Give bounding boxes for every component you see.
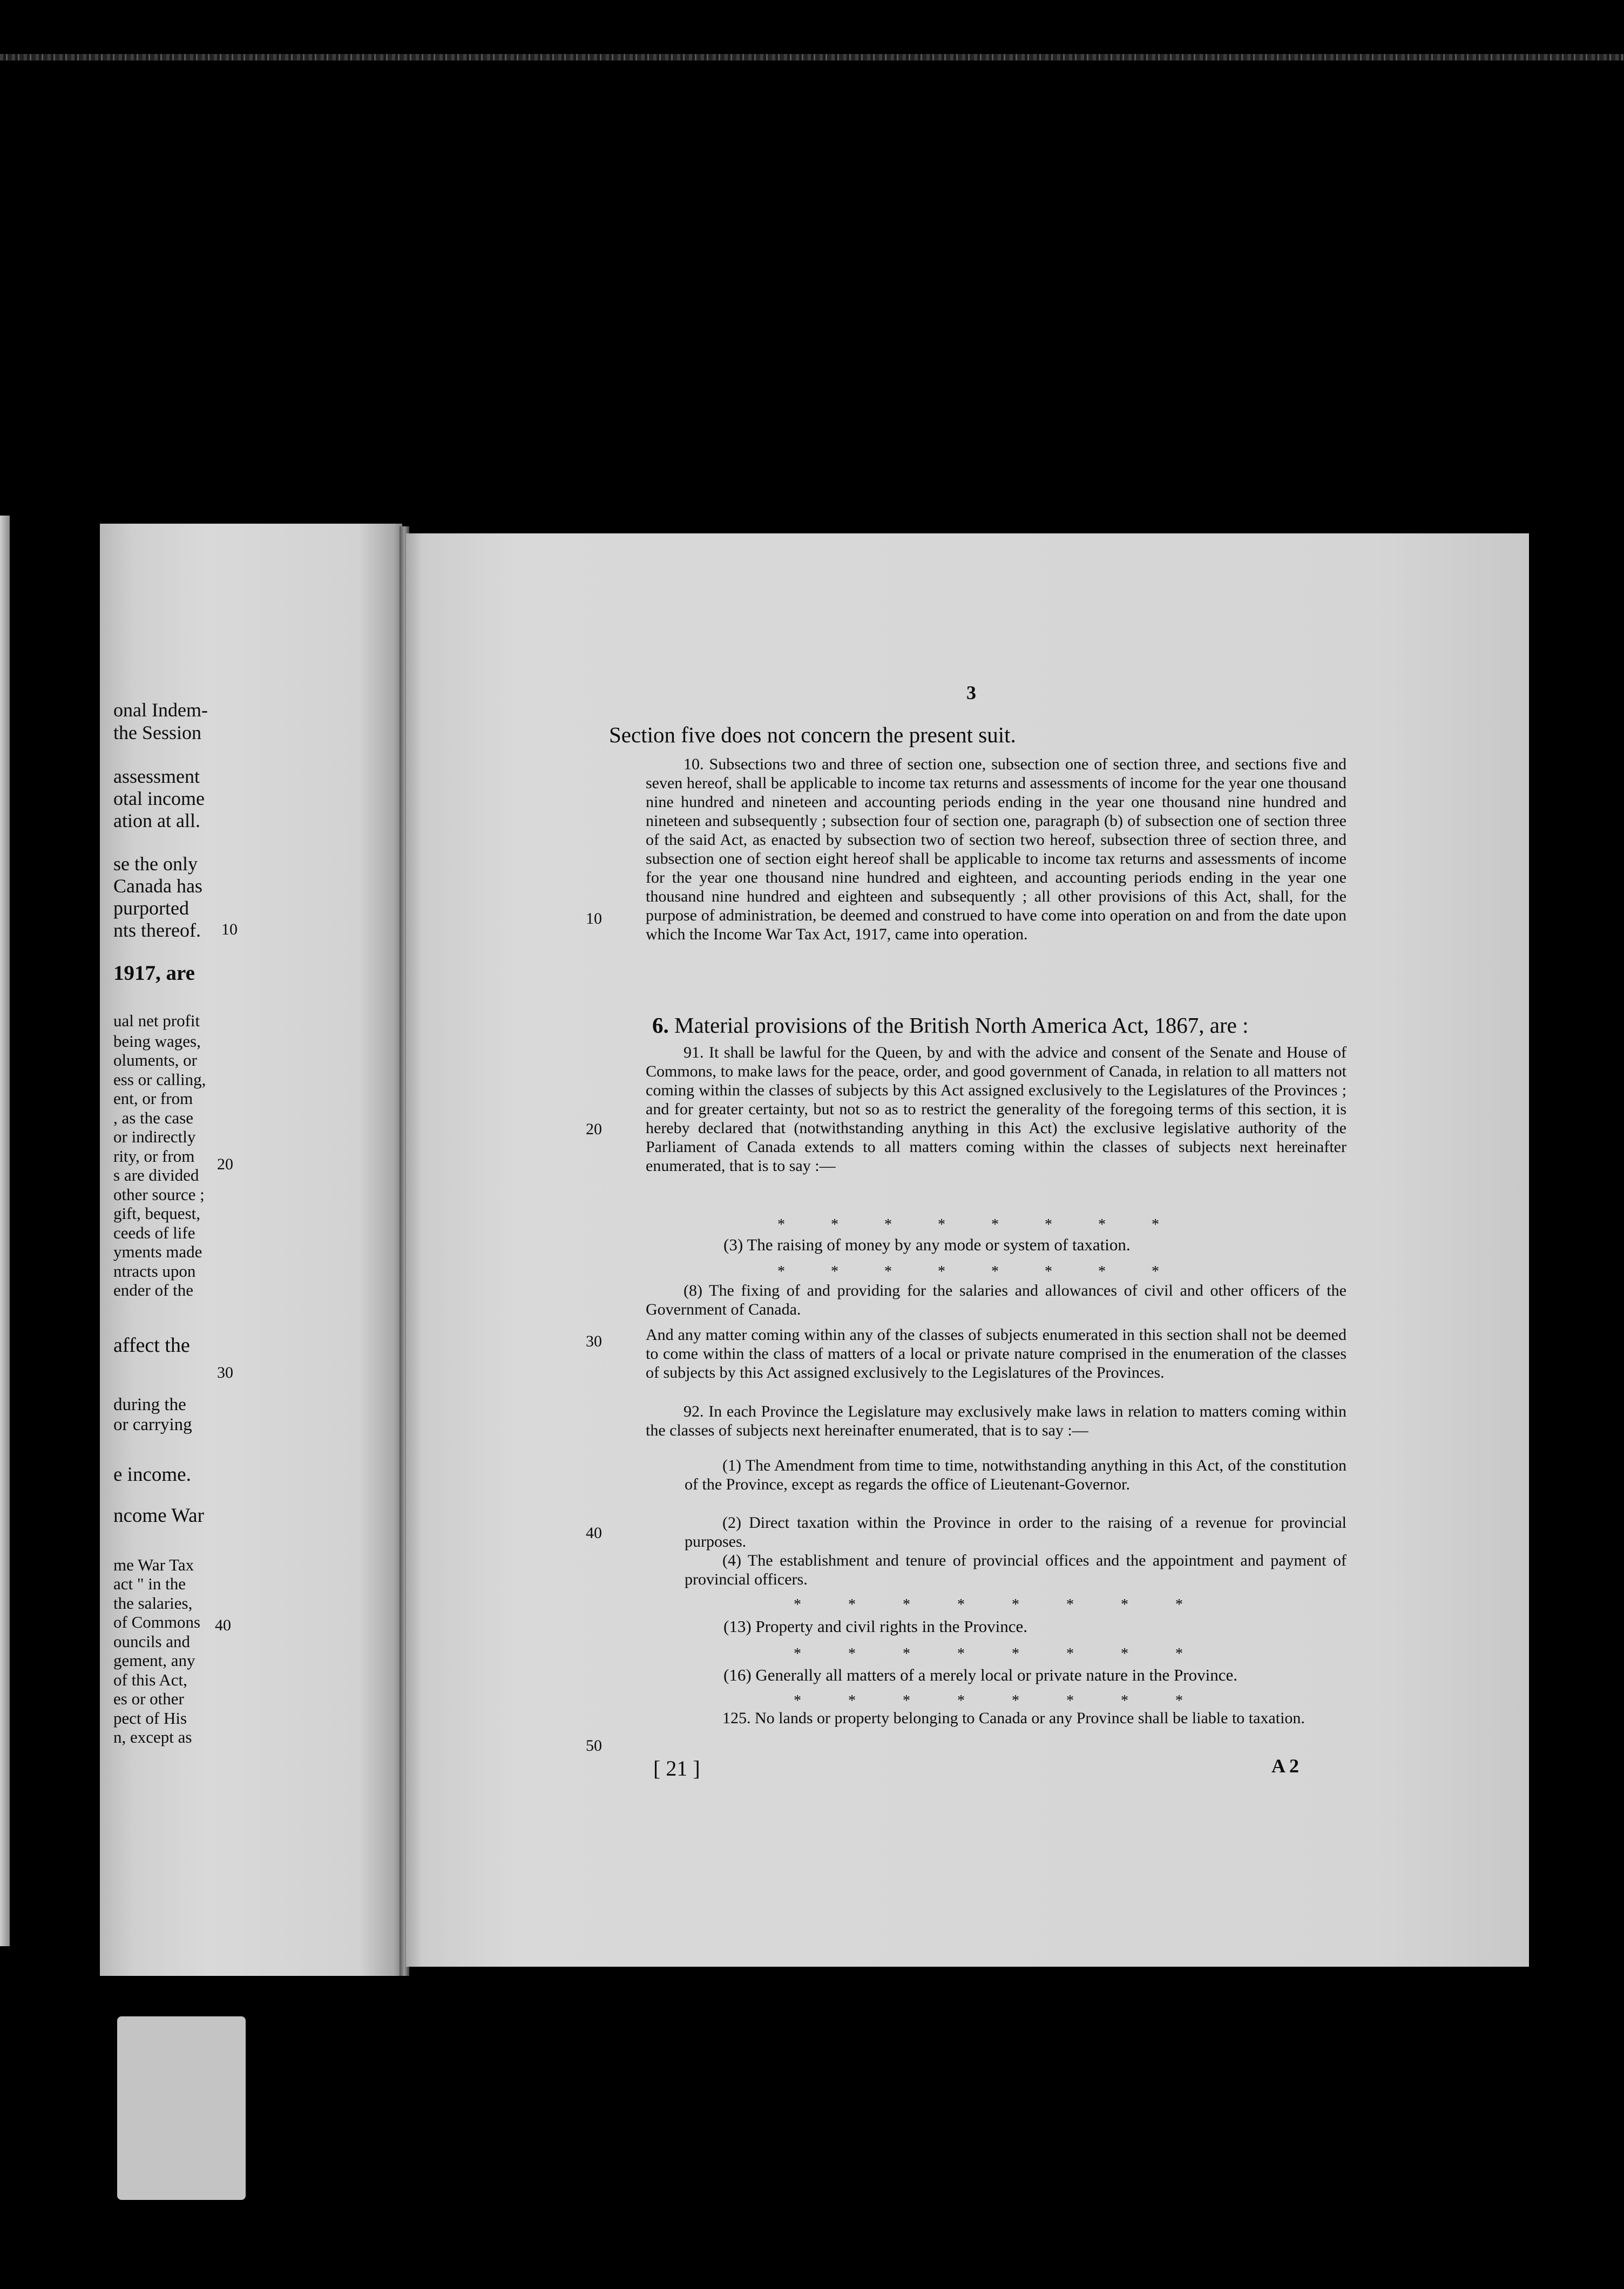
left-line: n, except as <box>113 1728 192 1746</box>
item-92-13: (13) Property and civil rights in the Province. <box>723 1617 1028 1636</box>
left-line: of this Act, <box>113 1670 187 1689</box>
paragraph-125 <box>685 1709 1346 1728</box>
item-92-4-text: (4) The establishment and tenure of provincial offices and the appointment and payment of provincial officers. <box>685 1552 1346 1588</box>
left-line: se the only <box>113 853 198 875</box>
item-8-text: (8) The fixing of and providing for the salaries and allowances of civil and other officers of the Government of Canada. <box>646 1282 1346 1318</box>
left-line: yments made <box>113 1242 202 1261</box>
film-edge-strip <box>0 54 1624 60</box>
left-line: purported <box>113 897 189 919</box>
paper-tab <box>117 2016 246 2200</box>
section-6-title: Material provisions of the British North America Act, 1867, are : <box>674 1013 1249 1038</box>
left-line: pect of His <box>113 1709 187 1728</box>
item-92-1 <box>685 1456 1346 1494</box>
left-line: Canada has <box>113 875 202 897</box>
left-line: rity, or from <box>113 1147 195 1166</box>
line-number: 50 <box>586 1737 602 1755</box>
left-line: ncome War <box>113 1505 204 1527</box>
left-line: es or other <box>113 1689 184 1708</box>
item-92-2-text: (2) Direct taxation within the Province in order to the raising of a revenue for provincial purposes. <box>685 1514 1346 1550</box>
left-line: or indirectly <box>113 1127 196 1146</box>
section-6-heading <box>652 1012 1249 1038</box>
left-line: affect the <box>113 1335 190 1356</box>
left-line: gift, bequest, <box>113 1204 200 1223</box>
section-6-number: 6. <box>652 1013 669 1038</box>
left-line: of Commons <box>113 1613 201 1631</box>
ellipsis-stars: * * * * * * * * <box>777 1263 1159 1280</box>
paragraph-92-text: 92. In each Province the Legislature may exclusively make laws in relation to matters coming within the classes of subjects next hereinafter enumerated, that is to say :— <box>646 1403 1346 1439</box>
left-line: onal Indem- <box>113 699 208 721</box>
left-line: the salaries, <box>113 1594 193 1613</box>
line-number: 40 <box>586 1524 602 1542</box>
paragraph-91-text: 91. It shall be lawful for the Queen, by and with the advice and consent of the Senate and House of Commons, to make laws for the peace, order, and good government of Canada, in relation to all matters not coming within the classes of subjects by this Act assigned exclusively to the Legislatures of the Provinces ; and for greater certainty, but not so as to restrict the generality of the foregoing terms of this section, it is hereby declared that (notwithstanding anything in this Act) the exclusive legislative authority of the Parliament of Canada extends to all matters coming within the classes of subjects next hereinafter enumerated, that is to say :— <box>646 1044 1346 1175</box>
left-line: oluments, or <box>113 1051 197 1069</box>
left-line: ation at all. <box>113 810 200 831</box>
left-margin-number: 20 <box>217 1155 233 1173</box>
paragraph-91 <box>646 1043 1346 1175</box>
paragraph-10-text: 10. Subsections two and three of section one, subsection one of section three, and sections five and seven hereof, shall be applicable to income tax returns and assessments of income for the year one thousand nine hundred and nineteen and accounting periods ending in the year one thousand nine hundred and nineteen and subsequently ; subsection four of section one, paragraph (b) of subsection one of section three of the said Act, as enacted by subsection two of section two hereof, subsection three of section three, and subsection one of section eight hereof shall be applicable to income tax returns and assessments of income for the year one thousand nine hundred and eighteen, and accounting periods ending in the year one thousand nine hundred and eighteen and subsequently ; all other provisions of this Act, shall, for the purpose of administration, be deemed and construed to have come into operation on and from the date upon which the Income War Tax Act, 1917, came into operation. <box>646 755 1346 943</box>
paragraph-125-text: 125. No lands or property belonging to Canada or any Province shall be liable to taxation. <box>722 1709 1305 1727</box>
left-line: nts thereof. <box>113 919 201 941</box>
and-any-matter-text: And any matter coming within any of the classes of subjects enumerated in this section shall not be deemed to come within the class of matters of a local or private nature comprised in the enumeration of the classes of subjects by this Act assigned exclusively to the Legislatures of the Provinces. <box>646 1326 1346 1381</box>
left-line: , as the case <box>113 1108 194 1127</box>
left-line: the Session <box>113 722 202 743</box>
ellipsis-stars: * * * * * * * * <box>794 1596 1183 1613</box>
left-margin-number: 40 <box>215 1616 231 1634</box>
left-line: me War Tax <box>113 1555 194 1574</box>
left-line: ouncils and <box>113 1632 191 1651</box>
left-margin-number: 30 <box>217 1364 233 1381</box>
item-8 <box>646 1281 1346 1319</box>
left-line: otal income <box>113 788 205 809</box>
item-92-1-text: (1) The Amendment from time to time, notwithstanding anything in this Act, of the constitution of the Province, except as regards the office of Lieutenant-Governor. <box>685 1457 1346 1493</box>
left-line: being wages, <box>113 1032 201 1051</box>
left-line: ent, or from <box>113 1089 193 1108</box>
intro-line: Section five does not concern the present suit. <box>609 722 1016 747</box>
left-line: gement, any <box>113 1651 195 1670</box>
left-line: ceeds of life <box>113 1223 195 1242</box>
item-92-16: (16) Generally all matters of a merely local or private nature in the Province. <box>723 1665 1238 1684</box>
left-line: other source ; <box>113 1185 205 1204</box>
left-line: ual net profit <box>113 1011 200 1030</box>
left-line: or carrying <box>113 1415 192 1434</box>
and-any-matter <box>646 1325 1346 1382</box>
line-number: 30 <box>586 1332 602 1350</box>
line-number: 10 <box>586 910 602 927</box>
gathering-mark: A 2 <box>1271 1755 1300 1777</box>
left-line: act " in the <box>113 1574 186 1593</box>
ellipsis-stars: * * * * * * * * <box>794 1645 1183 1662</box>
left-line: ender of the <box>113 1281 194 1299</box>
adjacent-page-edge <box>0 516 10 1946</box>
item-3: (3) The raising of money by any mode or system of taxation. <box>723 1235 1131 1254</box>
left-line: assessment <box>113 766 200 787</box>
ellipsis-stars: * * * * * * * * <box>794 1692 1183 1709</box>
left-line: ess or calling, <box>113 1070 206 1089</box>
page-number: 3 <box>966 682 976 703</box>
left-line: 1917, are <box>113 963 195 984</box>
item-92-4 <box>685 1551 1346 1589</box>
left-margin-number: 10 <box>221 920 238 938</box>
paragraph-92 <box>646 1402 1346 1440</box>
signature-mark: [ 21 ] <box>653 1756 700 1780</box>
left-line: e income. <box>113 1464 191 1486</box>
item-92-2 <box>685 1513 1346 1551</box>
left-line: during the <box>113 1395 186 1414</box>
left-line: ntracts upon <box>113 1262 196 1281</box>
left-line: s are divided <box>113 1166 199 1184</box>
line-number: 20 <box>586 1120 602 1138</box>
paragraph-10 <box>646 755 1346 944</box>
ellipsis-stars: * * * * * * * * <box>777 1216 1159 1233</box>
